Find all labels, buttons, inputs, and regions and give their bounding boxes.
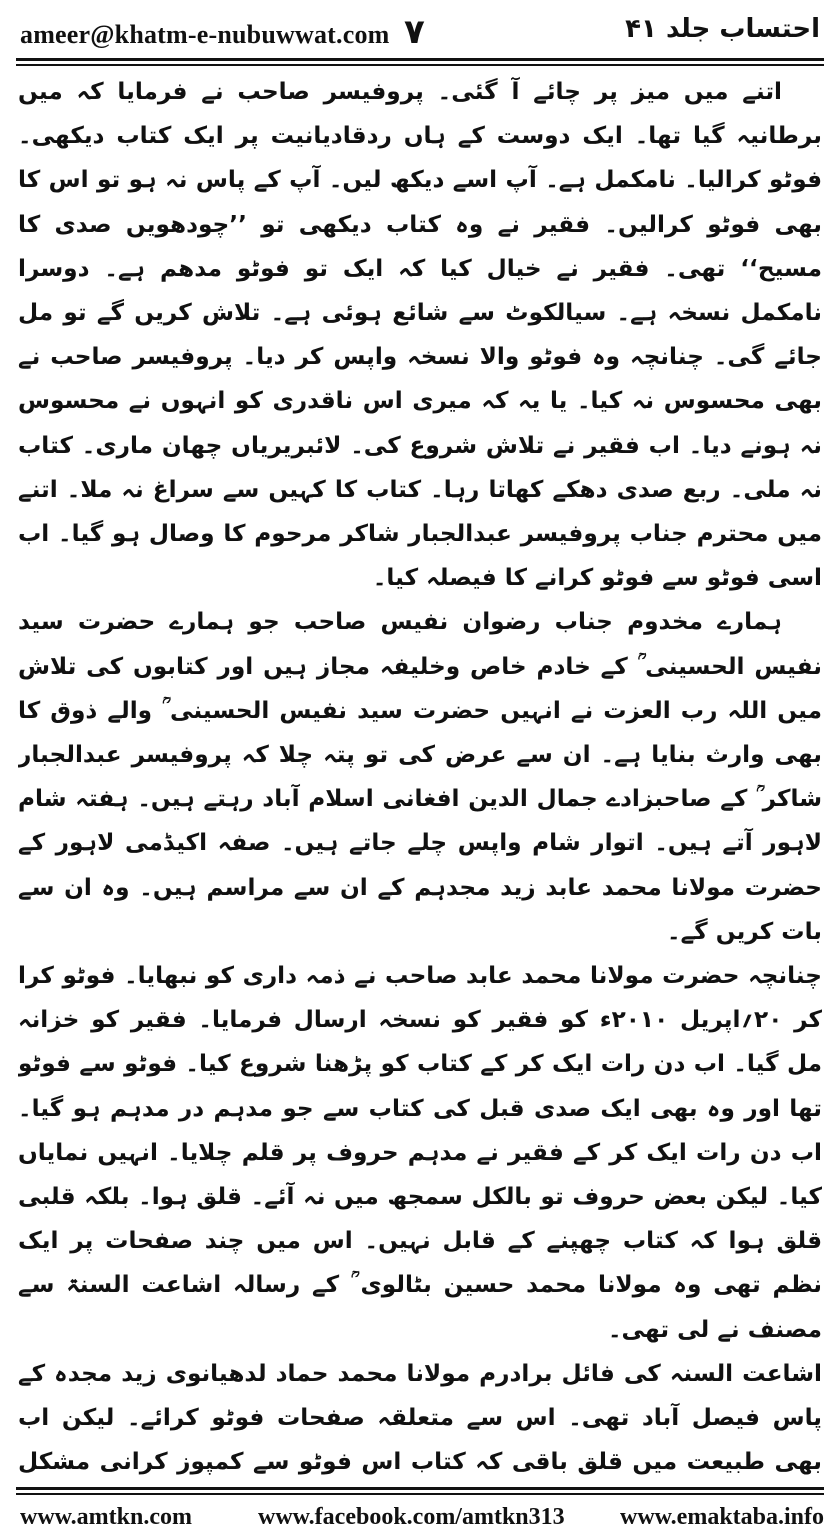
footer-link-amtkn[interactable]: www.amtkn.com bbox=[20, 1504, 192, 1530]
footer-divider-thick bbox=[16, 1487, 824, 1490]
paragraph-4: اشاعت السنہ کی فائل برادرم مولانا محمد حماد لدھیانوی زید مجدہ کے پاس فیصل آباد تھی۔ اس سے متعلقہ صفحات فوٹو کرائے۔ لیکن اب بھی طبیعت میں قلق باقی کہ کتاب اس فوٹو سے کمپوز کرانی مشکل bbox=[18, 1359, 822, 1476]
paragraph-2: ہمارے مخدوم جناب رضوان نفیس صاحب جو ہمارے حضرت سید نفیس الحسینی ؒ کے خادم خاص وخلیفہ مجاز ہیں اور کتابوں کی تلاش میں اللہ رب العزت نے انہیں حضرت سید نفیس الحسینی ؒ والے ذوق کا بھی وارث بنایا ہے۔ ان سے عرض کی تو پتہ چلا کہ پروفیسر عبدالجبار شاکر ؒ کے صاحبزادے جمال الدین افغانی اسلام آباد رہتے ہیں۔ ہفتہ شام لاہور آتے ہیں۔ اتوار شام واپس چلے جاتے ہیں۔ صفہ اکیڈمی لاہور کے حضرت مولانا محمد عابد زید مجدہم کے ان سے مراسم ہیں۔ وہ ان سے بات کریں گے۔ bbox=[18, 608, 822, 945]
book-title: احتساب جلد ۴۱ bbox=[625, 14, 820, 44]
page-number: ۷ bbox=[404, 12, 425, 52]
footer-link-facebook[interactable]: www.facebook.com/amtkn313 bbox=[258, 1504, 565, 1530]
page-header bbox=[0, 0, 840, 58]
footer-link-emaktaba[interactable]: www.emaktaba.info bbox=[620, 1504, 825, 1530]
page-footer bbox=[0, 1498, 840, 1540]
footer-divider-thin bbox=[16, 1493, 824, 1495]
paragraph-3: چنانچہ حضرت مولانا محمد عابد صاحب نے ذمہ داری کو نبھایا۔ فوٹو کرا کر ۲۰؍اپریل ۲۰۱۰ء کو فقیر کو نسخہ ارسال فرمایا۔ فقیر کو خزانہ مل گیا۔ اب دن رات ایک کر کے کتاب کو پڑھنا شروع کیا۔ فوٹو سے فوٹو تھا اور وہ بھی ایک صدی قبل کی کتاب سے جو مدہم در مدہم ہو گیا۔ اب دن رات ایک کر کے فقیر نے مدہم حروف پر قلم چلایا۔ انہیں نمایاں کیا۔ لیکن بعض حروف تو بالکل سمجھ میں نہ آئے۔ قلق ہوا۔ بلکہ قلبی قلق ہوا کہ کتاب چھپنے کے قابل نہیں۔ اس میں چند صفحات پر ایک نظم تھی وہ مولانا محمد حسین بٹالوی ؒ کے رسالہ اشاعت السنۃ سے مصنف نے لی تھی۔ bbox=[18, 962, 822, 1343]
page-body bbox=[18, 70, 822, 1480]
header-divider-thick bbox=[16, 58, 824, 61]
paragraph-1: اتنے میں میز پر چائے آ گئی۔ پروفیسر صاحب نے فرمایا کہ میں برطانیہ گیا تھا۔ ایک دوست کے ہاں ردقادیانیت پر ایک کتاب دیکھی۔ فوٹو کرالیا۔ نامکمل ہے۔ آپ اسے دیکھ لیں۔ آپ کے پاس نہ ہو تو اس کا بھی فوٹو کرالیں۔ فقیر نے وہ کتاب دیکھی تو ’’چودھویں صدی کا مسیح‘‘ تھی۔ فقیر نے خیال کیا کہ ایک تو فوٹو مدھم ہے۔ دوسرا نامکمل نسخہ ہے۔ سیالکوٹ سے شائع ہوئی ہے۔ تلاش کریں گے تو مل جائے گی۔ چنانچہ وہ فوٹو والا نسخہ واپس کر دیا۔ پروفیسر صاحب نے بھی محسوس نہ کیا۔ یا یہ کہ میری اس ناقدری کو انہوں نے محسوس نہ ہونے دیا۔ اب فقیر نے تلاش شروع کی۔ لائبریریاں چھان ماری۔ کتاب نہ ملی۔ ربع صدی دھکے کھاتا رہا۔ کتاب کا کہیں سے سراغ نہ ملا۔ اتنے میں محترم جناب پروفیسر عبدالجبار شاکر مرحوم کا وصال ہو گیا۔ اب اسی فوٹو سے فوٹو کرانے کا فیصلہ کیا۔ bbox=[18, 78, 822, 592]
header-email: ameer@khatm-e-nubuwwat.com bbox=[20, 20, 390, 49]
header-divider-thin bbox=[16, 64, 824, 66]
